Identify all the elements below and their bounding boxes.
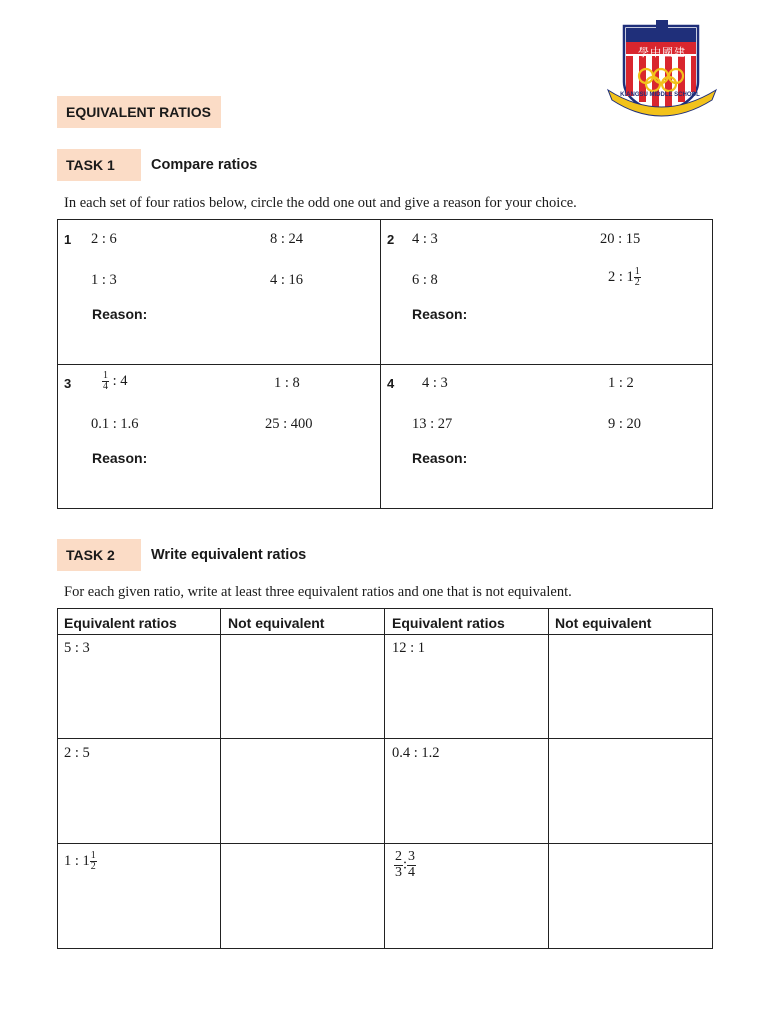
set3-ratio-b: 1 : 8 — [274, 375, 300, 391]
set4-ratio-c: 13 : 27 — [412, 416, 453, 432]
set1-number: 1 — [64, 232, 72, 247]
task1-heading: Compare ratios — [151, 157, 258, 173]
row3-right-ratio — [394, 850, 416, 880]
table-divider — [548, 609, 549, 948]
school-crest-icon — [606, 20, 718, 120]
set4-number: 4 — [387, 376, 395, 391]
set4-ratio-d: 9 : 20 — [608, 416, 642, 432]
set2-ratio-d — [608, 267, 641, 288]
task2-label: TASK 2 — [57, 539, 141, 571]
set2-ratio-d-whole: 2 : 1 — [608, 268, 634, 285]
set1-ratio-a: 2 : 6 — [91, 231, 117, 247]
task1-grid — [57, 219, 713, 509]
set4-reason-label: Reason: — [412, 450, 468, 466]
fraction-denominator: 3 — [395, 864, 402, 880]
column-header: Equivalent ratios — [392, 615, 505, 631]
row3-right-separator: : — [403, 856, 408, 873]
row3-right-fraction-a — [394, 850, 403, 880]
fraction-denominator: 2 — [634, 277, 640, 288]
set3-ratio-a — [102, 371, 128, 392]
row3-right-fraction-b — [407, 850, 416, 880]
table-divider — [58, 843, 712, 844]
set1-reason-label: Reason: — [92, 306, 148, 322]
fraction-denominator: 4 — [408, 864, 416, 880]
fraction-denominator: 2 — [90, 861, 96, 872]
set3-ratio-c: 0.1 : 1.6 — [91, 416, 139, 432]
task2-table — [57, 608, 713, 949]
table-divider — [384, 609, 385, 948]
table-divider — [220, 609, 221, 948]
fraction-denominator: 4 — [103, 381, 108, 392]
row3-left-fraction — [90, 851, 97, 872]
row1-left-ratio: 5 : 3 — [64, 640, 90, 656]
grid-divider-horizontal — [58, 364, 712, 365]
row3-left-whole: 1 : 1 — [64, 852, 90, 869]
logo-chinese-text: 學中國建 — [638, 47, 686, 59]
row3-left-ratio — [64, 851, 97, 872]
row2-left-ratio: 2 : 5 — [64, 745, 90, 761]
row1-right-ratio: 12 : 1 — [392, 640, 426, 656]
fraction-numerator: 2 — [395, 849, 402, 864]
fraction-numerator: 3 — [408, 849, 416, 864]
fraction-numerator: 1 — [90, 850, 96, 861]
fraction-numerator: 1 — [103, 370, 108, 381]
column-header: Equivalent ratios — [64, 615, 177, 631]
school-logo — [606, 20, 718, 120]
logo-banner-text: KIANGSU MIDDLE SCHOOL — [620, 92, 700, 98]
task2-heading: Write equivalent ratios — [151, 547, 307, 563]
set1-ratio-d: 4 : 16 — [270, 272, 304, 288]
task1-instruction: In each set of four ratios below, circle the odd one out and give a reason for your choice. — [64, 195, 577, 211]
set2-ratio-b: 20 : 15 — [600, 231, 641, 247]
set2-ratio-a: 4 : 3 — [412, 231, 438, 247]
set2-ratio-d-fraction — [634, 267, 641, 288]
column-header: Not equivalent — [555, 615, 652, 631]
set2-ratio-c: 6 : 8 — [412, 272, 438, 288]
table-divider — [58, 738, 712, 739]
set1-ratio-c: 1 : 3 — [91, 272, 117, 288]
set2-number: 2 — [387, 232, 395, 247]
row2-right-ratio: 0.4 : 1.2 — [392, 745, 440, 761]
set3-ratio-a-suffix: : 4 — [112, 372, 128, 389]
set2-reason-label: Reason: — [412, 306, 468, 322]
set3-number: 3 — [64, 376, 72, 391]
set1-ratio-b: 8 : 24 — [270, 231, 304, 247]
set4-ratio-b: 1 : 2 — [608, 375, 634, 391]
set4-ratio-a: 4 : 3 — [422, 375, 448, 391]
set3-ratio-d: 25 : 400 — [265, 416, 313, 432]
table-divider — [58, 634, 712, 635]
set3-reason-label: Reason: — [92, 450, 148, 466]
set3-ratio-a-fraction — [102, 371, 109, 392]
page-title: EQUIVALENT RATIOS — [57, 96, 221, 128]
task1-label: TASK 1 — [57, 149, 141, 181]
fraction-numerator: 1 — [634, 266, 640, 277]
column-header: Not equivalent — [228, 615, 325, 631]
task2-instruction: For each given ratio, write at least three equivalent ratios and one that is not equivalent. — [64, 584, 572, 600]
